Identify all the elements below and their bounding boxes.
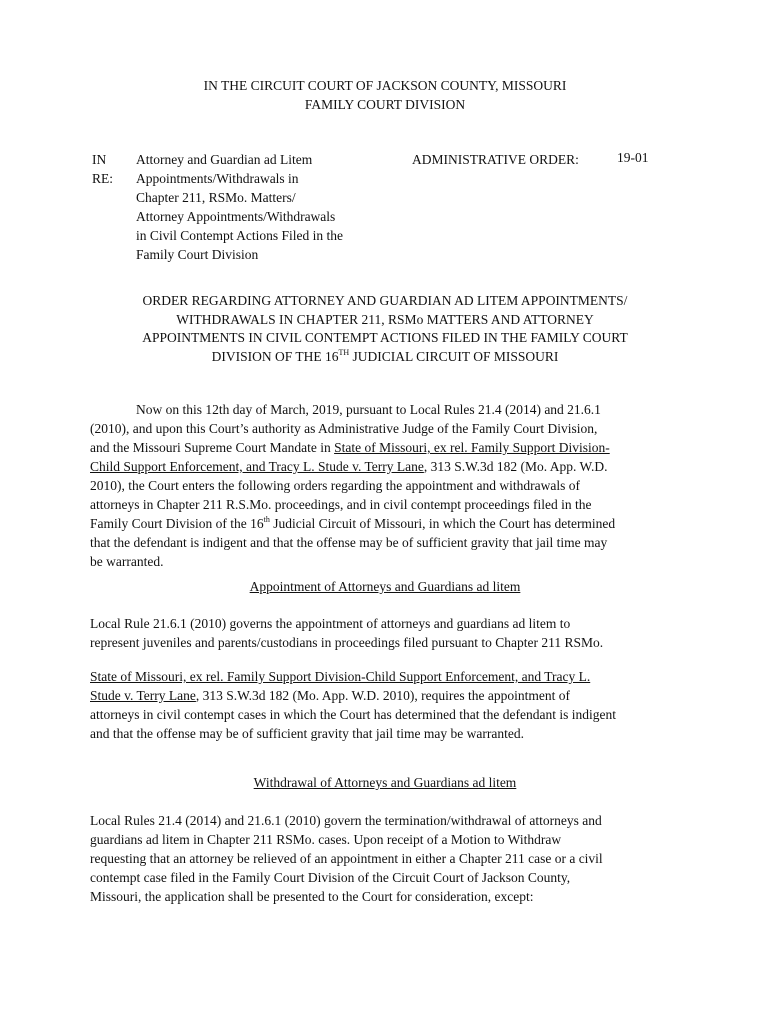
- order-title-text: JUDICIAL CIRCUIT OF MISSOURI: [349, 348, 559, 364]
- court-header: [0, 76, 770, 114]
- in-re-line: Chapter 211, RSMo. Matters/: [136, 190, 296, 205]
- administrative-order-number: 19-01: [617, 150, 649, 165]
- section-heading-withdrawal: Withdrawal of Attorneys and Guardians ad litem: [253, 775, 517, 790]
- order-title-text: DIVISION OF THE 16: [211, 348, 339, 364]
- paragraph-line: Local Rule 21.6.1 (2010) governs the appointment of attorneys and guardians ad litem to: [90, 616, 571, 631]
- in-re-subject: [136, 150, 396, 264]
- paragraph-line: Local Rules 21.4 (2014) and 21.6.1 (2010) govern the termination/withdrawal of attorneys and: [90, 813, 602, 828]
- paragraph-line: Now on this 12th day of March, 2019, pursuant to Local Rules 21.4 (2014) and 21.6.1: [136, 402, 601, 417]
- administrative-order-label: ADMINISTRATIVE ORDER:: [412, 152, 579, 167]
- paragraph-line: [90, 686, 690, 705]
- paragraph-line: [90, 514, 690, 533]
- in-re-line: Family Court Division: [136, 247, 259, 262]
- in-re-label: IN RE:: [92, 152, 114, 186]
- paragraph-line: 2010), the Court enters the following orders regarding the appointment and withdrawals of: [90, 478, 581, 493]
- paragraph-text: Judicial Circuit of Missouri, in which the Court has determined: [269, 516, 616, 531]
- paragraph-text: Family Court Division of the 16: [90, 516, 264, 531]
- paragraph-line: be warranted.: [90, 554, 164, 569]
- paragraph-line: Missouri, the application shall be presented to the Court for consideration, except:: [90, 889, 534, 904]
- ordinal-suffix: TH: [338, 347, 350, 357]
- paragraph-line: contempt case filed in the Family Court Division of the Circuit Court of Jackson County,: [90, 870, 571, 885]
- paragraph-line: attorneys in civil contempt cases in which the Court has determined that the defendant is indigent: [90, 707, 616, 722]
- order-title-line: ORDER REGARDING ATTORNEY AND GUARDIAN AD LITEM APPOINTMENTS/: [142, 293, 628, 308]
- order-title-line: WITHDRAWALS IN CHAPTER 211, RSMo MATTERS AND ATTORNEY: [176, 311, 594, 327]
- paragraph-line: that the defendant is indigent and that the offense may be of sufficient gravity that jail time may: [90, 535, 608, 550]
- in-re-line: in Civil Contempt Actions Filed in the: [136, 228, 344, 243]
- order-title: [0, 292, 770, 366]
- in-re-line: Attorney and Guardian ad Litem: [136, 152, 313, 167]
- paragraph-line: and that the offense may be of sufficient gravity that jail time may be warranted.: [90, 726, 524, 741]
- in-re-line: Attorney Appointments/Withdrawals: [136, 209, 336, 224]
- paragraph-line: [90, 457, 690, 476]
- paragraph-line: (2010), and upon this Court’s authority as Administrative Judge of the Family Court Division,: [90, 421, 598, 436]
- in-re-line: Appointments/Withdrawals in: [136, 171, 299, 186]
- case-citation: State of Missouri, ex rel. Family Support Division-: [334, 440, 610, 455]
- order-title-line: APPOINTMENTS IN CIVIL CONTEMPT ACTIONS FILED IN THE FAMILY COURT: [142, 330, 628, 345]
- appointment-paragraph: [90, 614, 690, 652]
- case-citation: State of Missouri, ex rel. Family Support Division-Child Support Enforcement, and Tracy L.: [90, 669, 591, 684]
- citation-paragraph: [90, 667, 690, 743]
- order-title-line: [0, 348, 770, 367]
- case-citation: Child Support Enforcement, and Tracy L. Stude v. Terry Lane: [90, 459, 424, 474]
- case-citation: Stude v. Terry Lane: [90, 688, 196, 703]
- court-division: FAMILY COURT DIVISION: [304, 97, 466, 112]
- paragraph-line: represent juveniles and parents/custodians in proceedings filed pursuant to Chapter 211 RSMo.: [90, 635, 604, 650]
- withdrawal-paragraph: [90, 811, 690, 906]
- paragraph-text: , 313 S.W.3d 182 (Mo. App. W.D.: [423, 459, 608, 474]
- paragraph-text: and the Missouri Supreme Court Mandate in: [90, 440, 335, 455]
- court-name: IN THE CIRCUIT COURT OF JACKSON COUNTY, MISSOURI: [203, 78, 567, 93]
- paragraph-line: guardians ad litem in Chapter 211 RSMo. cases. Upon receipt of a Motion to Withdraw: [90, 832, 562, 847]
- section-heading-appointment: Appointment of Attorneys and Guardians ad litem: [249, 579, 521, 594]
- ordinal-suffix: th: [263, 515, 270, 524]
- paragraph-text: , 313 S.W.3d 182 (Mo. App. W.D. 2010), requires the appointment of: [195, 688, 571, 703]
- paragraph-line: [90, 438, 690, 457]
- paragraph-line: requesting that an attorney be relieved of an appointment in either a Chapter 211 case or a civil: [90, 851, 603, 866]
- opening-paragraph: [90, 400, 690, 571]
- paragraph-line: attorneys in Chapter 211 R.S.Mo. proceedings, and in civil contempt proceedings filed in the: [90, 497, 592, 512]
